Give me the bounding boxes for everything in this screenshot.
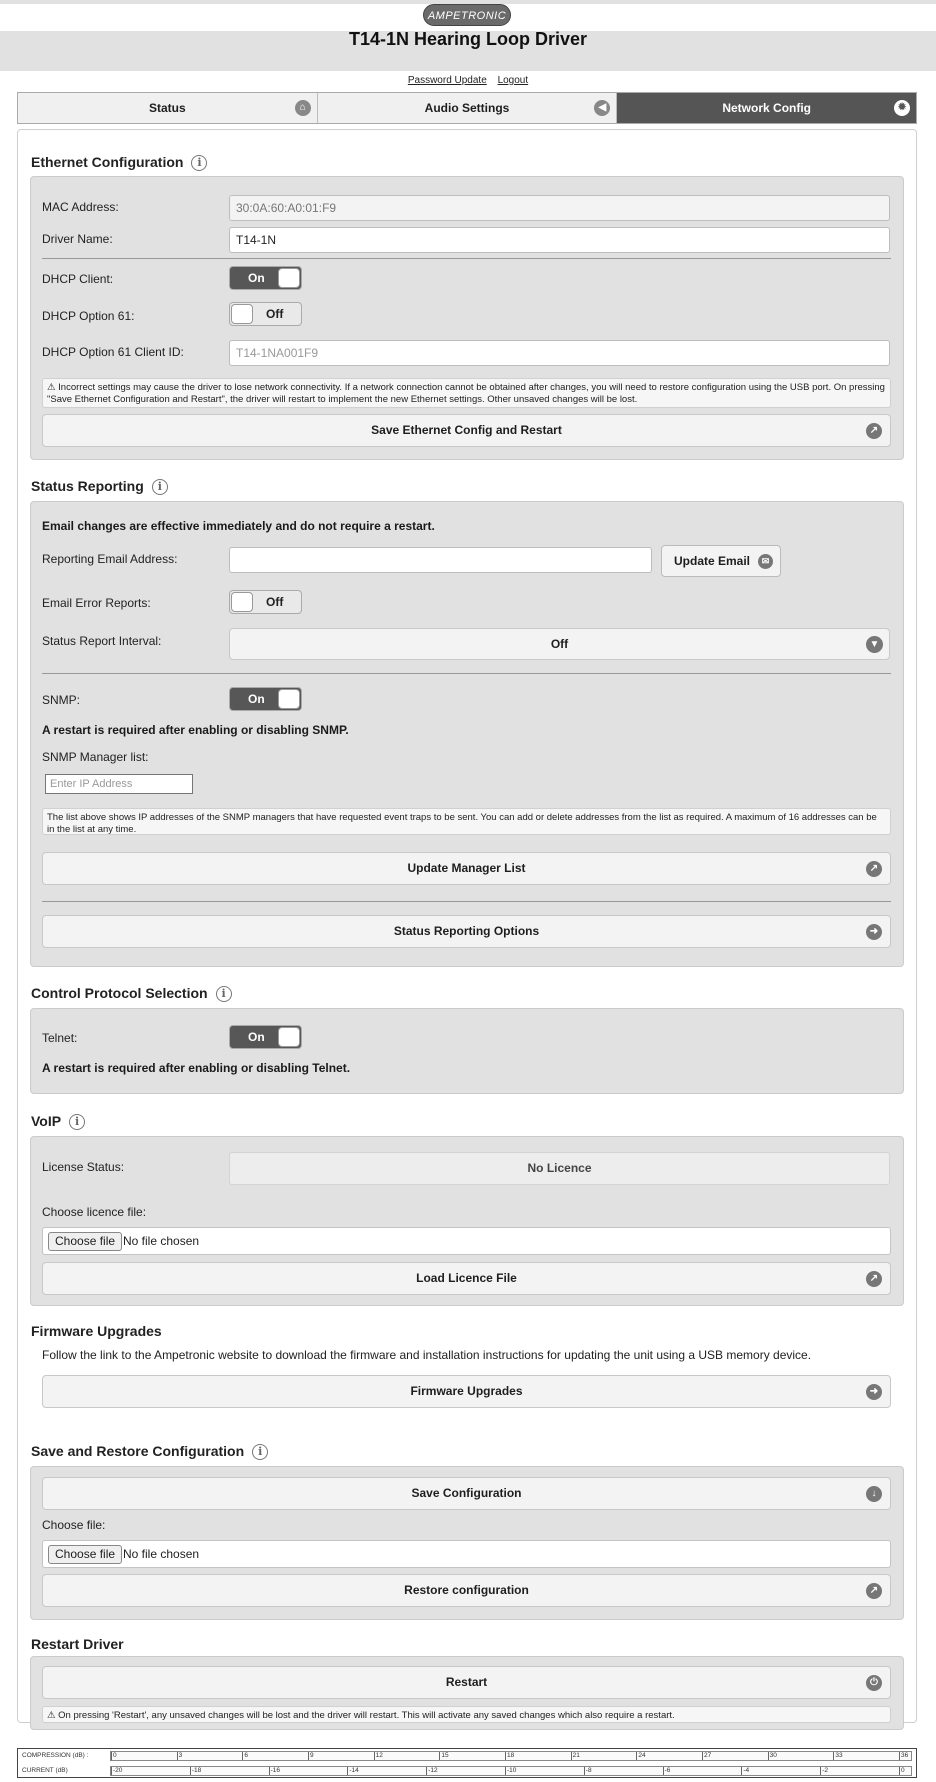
toggle-label: On bbox=[248, 692, 265, 706]
toggle-knob bbox=[231, 304, 253, 324]
compression-bar bbox=[110, 1751, 912, 1761]
button-label: Restart bbox=[445, 1675, 488, 1689]
manager-note: The list above shows IP addresses of the SNMP managers that have requested event traps to be sent. You can add or delete addresses from the list as required. A maximum of 16 addresses can be in the list at any time. bbox=[42, 808, 891, 835]
control-protocol-group bbox=[30, 1008, 904, 1094]
telnet-restart-note: A restart is required after enabling or disabling Telnet. bbox=[42, 1061, 351, 1075]
tab-label: Network Config bbox=[722, 101, 812, 115]
license-status-label: License Status: bbox=[42, 1160, 125, 1174]
current-tick: -12 bbox=[428, 1767, 438, 1774]
choose-licence-label: Choose licence file: bbox=[42, 1205, 147, 1219]
compression-tick: 36 bbox=[901, 1752, 909, 1759]
current-tick: -20 bbox=[113, 1767, 123, 1774]
password-update-link[interactable]: Password Update bbox=[407, 75, 487, 86]
info-icon[interactable]: i bbox=[191, 155, 207, 171]
choose-file-label: Choose file: bbox=[42, 1518, 106, 1532]
select-value: Off bbox=[550, 637, 569, 651]
mac-address-field: 30:0A:60:A0:01:F9 bbox=[229, 195, 890, 221]
compression-tick: 3 bbox=[178, 1752, 183, 1759]
tab-audio-settings[interactable] bbox=[318, 93, 618, 123]
button-label: Restore configuration bbox=[404, 1583, 529, 1597]
compression-tick: 12 bbox=[375, 1752, 383, 1759]
restart-warning bbox=[42, 1706, 891, 1723]
telnet-toggle[interactable] bbox=[229, 1025, 302, 1049]
mac-label: MAC Address: bbox=[42, 200, 119, 214]
snmp-label: SNMP: bbox=[42, 693, 81, 707]
ip-address-input[interactable]: Enter IP Address bbox=[45, 774, 193, 794]
current-tick: -4 bbox=[743, 1767, 750, 1774]
control-protocol-heading bbox=[31, 985, 232, 1002]
home-icon: ⌂ bbox=[295, 100, 311, 116]
warning-text: On pressing 'Restart', any unsaved changes will be lost and the driver will restart. This will activate any saved changes which also require a restart. bbox=[58, 1710, 675, 1721]
arrow-right-icon: ➜ bbox=[866, 1384, 882, 1400]
error-reports-label: Email Error Reports: bbox=[42, 596, 151, 610]
speaker-icon: ◀ bbox=[594, 100, 610, 116]
status-reporting-heading-text: Status Reporting bbox=[31, 478, 144, 494]
toggle-label: Off bbox=[266, 595, 284, 609]
current-tick: -6 bbox=[664, 1767, 671, 1774]
current-label: CURRENT (dB) bbox=[22, 1767, 68, 1774]
account-links bbox=[0, 75, 936, 86]
button-label: Save Configuration bbox=[411, 1486, 522, 1500]
download-icon: ↓ bbox=[866, 1486, 882, 1502]
file-status: No file chosen bbox=[123, 1234, 200, 1248]
client-id-field[interactable]: T14-1NA001F9 bbox=[229, 340, 890, 366]
toggle-label: On bbox=[248, 271, 265, 285]
save-restore-heading-text: Save and Restore Configuration bbox=[31, 1443, 245, 1459]
warning-text: Incorrect settings may cause the driver to lose network connectivity. If a network connection cannot be obtained after changes, you will need to restore configuration using the USB port. On pressing "Save Ethernet Configuration and Restart", the driver will restart to implement the new Ethernet settings. Other unsaved changes will be lost. bbox=[47, 382, 885, 405]
warning-icon: ⚠ bbox=[47, 382, 56, 393]
restore-configuration-button[interactable] bbox=[42, 1574, 891, 1607]
power-icon: ⏻ bbox=[866, 1675, 882, 1691]
email-note: Email changes are effective immediately and do not require a restart. bbox=[42, 519, 435, 533]
current-tick: -8 bbox=[585, 1767, 592, 1774]
manager-list-label: SNMP Manager list: bbox=[42, 750, 149, 764]
compression-tick: 21 bbox=[572, 1752, 580, 1759]
voip-heading bbox=[31, 1113, 85, 1130]
dhcp-client-toggle[interactable] bbox=[229, 266, 302, 290]
compression-tick: 0 bbox=[113, 1752, 117, 1759]
current-tick: -18 bbox=[191, 1767, 202, 1774]
export-icon: ↗ bbox=[866, 423, 882, 439]
info-icon[interactable]: i bbox=[216, 986, 232, 1002]
firmware-text: Follow the link to the Ampetronic website to download the firmware and installation instructions for updating the unit using a USB memory device. bbox=[42, 1348, 812, 1362]
toggle-label: Off bbox=[266, 307, 284, 321]
client-id-label: DHCP Option 61 Client ID: bbox=[42, 345, 184, 359]
gear-icon: ✹ bbox=[894, 100, 910, 116]
compression-tick: 6 bbox=[244, 1752, 248, 1759]
tab-network-config[interactable] bbox=[617, 93, 916, 123]
divider bbox=[42, 258, 891, 259]
compression-tick: 33 bbox=[835, 1752, 843, 1759]
button-label: Firmware Upgrades bbox=[410, 1384, 523, 1398]
button-label: Save Ethernet Config and Restart bbox=[371, 423, 562, 437]
current-tick: -2 bbox=[822, 1767, 828, 1774]
restart-heading: Restart Driver bbox=[31, 1636, 124, 1652]
info-icon[interactable]: i bbox=[69, 1114, 85, 1130]
save-configuration-button[interactable] bbox=[42, 1477, 891, 1510]
control-protocol-heading-text: Control Protocol Selection bbox=[31, 985, 208, 1001]
toggle-label: On bbox=[248, 1030, 265, 1044]
status-reporting-heading bbox=[31, 478, 168, 495]
ethernet-heading bbox=[31, 154, 207, 171]
update-manager-button[interactable] bbox=[42, 852, 891, 885]
tab-label: Audio Settings bbox=[424, 101, 510, 115]
logout-link[interactable]: Logout bbox=[497, 75, 529, 86]
save-ethernet-button[interactable] bbox=[42, 414, 891, 447]
tab-bar bbox=[17, 92, 917, 124]
current-tick: -16 bbox=[270, 1767, 280, 1774]
license-status-value: No Licence bbox=[229, 1152, 890, 1185]
current-tick: -14 bbox=[349, 1767, 359, 1774]
toggle-knob bbox=[278, 1027, 300, 1047]
ethernet-warning bbox=[42, 378, 891, 408]
compression-tick: 15 bbox=[441, 1752, 449, 1759]
compression-tick: 27 bbox=[704, 1752, 712, 1759]
chevron-down-icon: ▼ bbox=[866, 636, 883, 653]
toggle-knob bbox=[278, 689, 300, 709]
dhcp-client-label: DHCP Client: bbox=[42, 272, 114, 286]
email-field[interactable] bbox=[229, 547, 652, 573]
dhcp-option61-label: DHCP Option 61: bbox=[42, 309, 135, 323]
telnet-label: Telnet: bbox=[42, 1031, 78, 1045]
export-icon: ↗ bbox=[866, 1271, 882, 1287]
current-tick: 0 bbox=[901, 1767, 905, 1774]
compression-tick: 24 bbox=[638, 1752, 646, 1759]
button-label: Status Reporting Options bbox=[393, 924, 540, 938]
divider bbox=[42, 673, 891, 674]
compression-tick: 30 bbox=[769, 1752, 777, 1759]
error-reports-toggle[interactable] bbox=[229, 590, 302, 614]
choose-file-button[interactable]: Choose file bbox=[48, 1545, 122, 1564]
button-label: Update Manager List bbox=[407, 861, 526, 875]
load-licence-button[interactable] bbox=[42, 1262, 891, 1295]
snmp-restart-note: A restart is required after enabling or disabling SNMP. bbox=[42, 723, 349, 737]
toggle-knob bbox=[231, 592, 253, 612]
compression-tick: 18 bbox=[507, 1752, 515, 1759]
dhcp-option61-toggle[interactable] bbox=[229, 302, 302, 326]
driver-name-field[interactable]: T14-1N bbox=[229, 227, 890, 253]
warning-icon: ⚠ bbox=[47, 1710, 56, 1721]
firmware-heading: Firmware Upgrades bbox=[31, 1323, 162, 1339]
firmware-upgrades-button[interactable] bbox=[42, 1375, 891, 1408]
current-tick: -10 bbox=[507, 1767, 517, 1774]
status-reporting-options-button[interactable] bbox=[42, 915, 891, 948]
export-icon: ↗ bbox=[866, 861, 882, 877]
interval-label: Status Report Interval: bbox=[42, 634, 162, 648]
mail-icon: ✉ bbox=[758, 554, 773, 569]
brand-logo: AMPETRONIC bbox=[423, 4, 511, 26]
current-bar bbox=[110, 1766, 912, 1776]
licence-file-input[interactable] bbox=[42, 1227, 891, 1255]
export-icon: ↗ bbox=[866, 1583, 882, 1599]
toggle-knob bbox=[278, 268, 300, 288]
info-icon[interactable]: i bbox=[152, 479, 168, 495]
level-meters bbox=[17, 1748, 917, 1778]
restart-button[interactable] bbox=[42, 1666, 891, 1699]
divider bbox=[42, 901, 891, 902]
tab-label: Status bbox=[148, 101, 186, 115]
compression-tick: 9 bbox=[310, 1752, 314, 1759]
page-title: T14-1N Hearing Loop Driver bbox=[348, 29, 588, 49]
info-icon[interactable]: i bbox=[252, 1444, 268, 1460]
driver-name-label: Driver Name: bbox=[42, 232, 113, 246]
arrow-right-icon: ➜ bbox=[866, 924, 882, 940]
tab-status[interactable] bbox=[18, 93, 318, 123]
interval-select[interactable] bbox=[229, 628, 890, 660]
snmp-toggle[interactable] bbox=[229, 687, 302, 711]
voip-heading-text: VoIP bbox=[31, 1113, 62, 1129]
choose-file-button[interactable]: Choose file bbox=[48, 1232, 122, 1251]
config-file-input[interactable] bbox=[42, 1540, 891, 1568]
compression-label: COMPRESSION (dB) : bbox=[22, 1752, 89, 1759]
update-email-button[interactable] bbox=[661, 545, 781, 577]
button-label: Load Licence File bbox=[416, 1271, 517, 1285]
compression-meter bbox=[18, 1749, 916, 1763]
current-meter bbox=[18, 1764, 916, 1778]
button-label: Update Email bbox=[674, 554, 751, 568]
email-label: Reporting Email Address: bbox=[42, 552, 178, 566]
ethernet-heading-text: Ethernet Configuration bbox=[31, 154, 184, 170]
file-status: No file chosen bbox=[123, 1547, 200, 1561]
save-restore-heading bbox=[31, 1443, 268, 1460]
